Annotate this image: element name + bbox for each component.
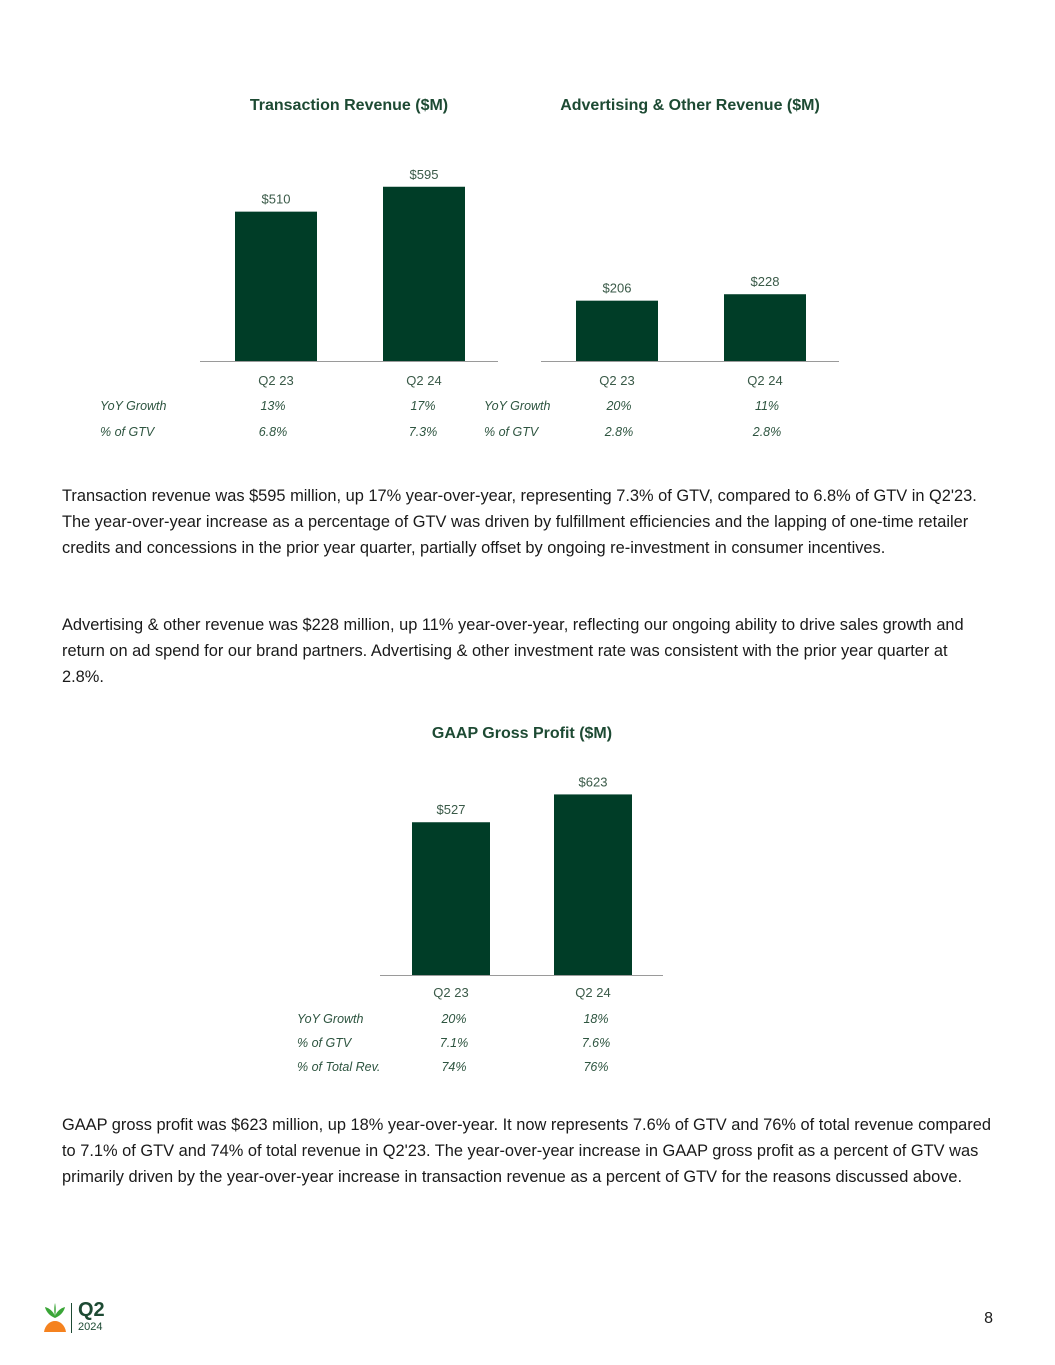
chart1-category-label-2: Q2 24 — [406, 373, 442, 388]
chart3-category-label-2: Q2 24 — [575, 985, 611, 1000]
chart3-value-label-1: $527 — [436, 802, 466, 818]
chart3-value-label-2: $623 — [578, 774, 608, 790]
chart3-row-label-total-rev: % of Total Rev. — [297, 1060, 381, 1074]
chart1-bar-q2-24 — [383, 187, 465, 361]
chart3-total-rev-q2-24: 76% — [583, 1060, 609, 1074]
chart3-gtv-q2-24: 7.6% — [581, 1036, 611, 1050]
paragraph-advertising-revenue: Advertising & other revenue was $228 million, up 11% year-over-year, reflecting our ongoing ability to drive sales growth and return on ad spend for our brand partners. Advertising & other investment rate was consistent with the prior year quarter at 2.8%. — [62, 616, 964, 686]
chart2-bar-q2-23 — [576, 301, 658, 361]
paragraph-gross-profit: GAAP gross profit was $623 million, up 18% year-over-year. It now represents 7.6% of GTV and 76% of total revenue compared to 7.1% of GTV and 74% of total revenue in Q2'23. The year-over-year increase in GAAP gross profit as a percent of GTV was primarily driven by the year-over-year increase in transaction revenue as a percent of GTV for the reasons discussed above. — [62, 1116, 991, 1186]
chart3-category-label-1: Q2 23 — [433, 985, 469, 1000]
chart3-row-label-yoy: YoY Growth — [297, 1012, 364, 1026]
chart2-gtv-q2-24: 2.8% — [752, 425, 782, 439]
chart2-value-label-1: $206 — [602, 280, 632, 296]
chart3-bar-q2-23 — [412, 822, 490, 975]
chart2-yoy-q2-23: 20% — [606, 399, 632, 413]
chart2-category-label-2: Q2 24 — [747, 373, 783, 388]
chart3-bar-q2-24 — [554, 794, 632, 975]
chart-title-transaction-revenue: Transaction Revenue ($M) — [249, 97, 449, 114]
chart2-row-label-gtv: % of GTV — [484, 425, 539, 439]
chart-title-gross-profit: GAAP Gross Profit ($M) — [431, 725, 613, 742]
paragraph-transaction-revenue: Transaction revenue was $595 million, up 17% year-over-year, representing 7.3% of GTV, compared to 6.8% of GTV in Q2'23. The year-over-year increase as a percentage of GTV was driven by fulfillment efficiencies and the lapping of one-time retailer credits and concessions in the prior year quarter, partially offset by ongoing re-investment in consumer incentives. — [62, 487, 977, 557]
footer-divider — [71, 1303, 72, 1333]
chart-title-advertising-revenue: Advertising & Other Revenue ($M) — [560, 97, 820, 114]
chart1-yoy-q2-23: 13% — [260, 399, 286, 413]
chart1-bar-q2-23 — [235, 212, 317, 361]
chart2-row-label-yoy: YoY Growth — [484, 399, 551, 413]
chart2-category-label-1: Q2 23 — [599, 373, 635, 388]
footer-year: 2024 — [78, 1321, 103, 1333]
chart1-gtv-q2-24: 7.3% — [408, 425, 438, 439]
chart1-row-label-gtv: % of GTV — [100, 425, 155, 439]
footer-quarter: Q2 — [78, 1299, 105, 1321]
chart3-yoy-q2-24: 18% — [583, 1012, 609, 1026]
chart2-bar-q2-24 — [724, 294, 806, 361]
chart2-yoy-q2-24: 11% — [754, 399, 780, 413]
chart3-row-label-gtv: % of GTV — [297, 1036, 352, 1050]
chart2-value-label-2: $228 — [750, 274, 780, 290]
chart1-yoy-q2-24: 17% — [410, 399, 436, 413]
chart1-category-label-1: Q2 23 — [258, 373, 294, 388]
page-number: 8 — [984, 1310, 993, 1327]
chart1-row-label-yoy: YoY Growth — [100, 399, 167, 413]
chart1-value-label-1: $510 — [261, 191, 291, 207]
chart3-yoy-q2-23: 20% — [441, 1012, 467, 1026]
chart3-total-rev-q2-23: 74% — [441, 1060, 467, 1074]
chart3-gtv-q2-23: 7.1% — [439, 1036, 469, 1050]
chart2-gtv-q2-23: 2.8% — [604, 425, 634, 439]
chart1-gtv-q2-23: 6.8% — [258, 425, 288, 439]
carrot-logo-icon — [42, 1302, 68, 1334]
chart1-value-label-2: $595 — [409, 166, 439, 182]
